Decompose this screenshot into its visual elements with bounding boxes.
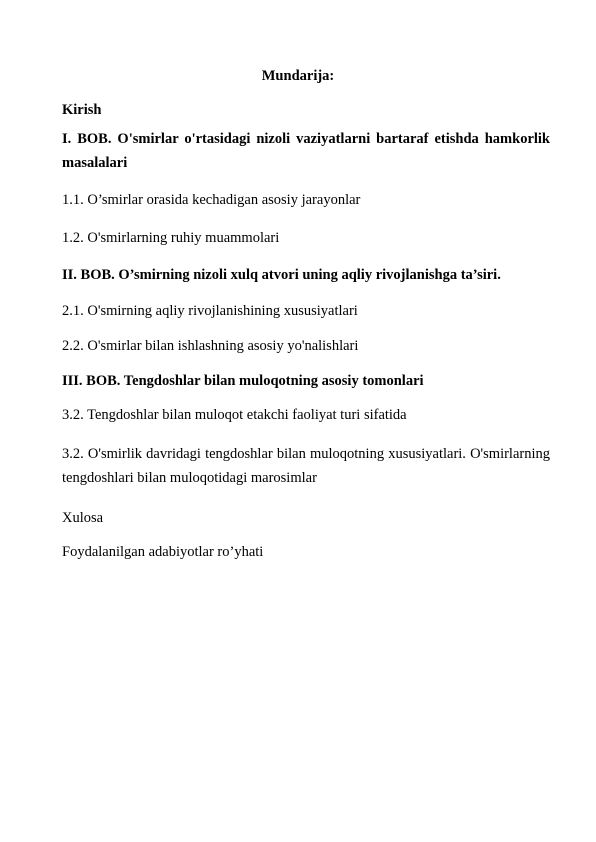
toc-entry-section-2-1: 2.1. O'smirning aqliy rivojlanishining xususiyatlari xyxy=(62,303,358,319)
toc-entry-section-3-2: 3.2. O'smirlik davridagi tengdoshlar bilan muloqotning xususiyatlari. O'smirlarning tengdoshlari bilan muloqotidagi marosimlar xyxy=(62,446,550,486)
toc-entry-section-1-1: 1.1. O’smirlar orasida kechadigan asosiy jarayonlar xyxy=(62,192,361,208)
toc-entry-introduction: Kirish xyxy=(62,102,102,118)
toc-entry-chapter-2: II. BOB. O’smirning nizoli xulq atvori uning aqliy rivojlanishga ta’siri. xyxy=(62,267,501,283)
toc-entry-chapter-1: I. BOB. O'smirlar o'rtasidagi nizoli vaziyatlarni bartaraf etishda hamkorlik masalalari xyxy=(62,131,550,171)
toc-title: Mundarija: xyxy=(261,68,335,84)
toc-entry-section-3-1: 3.2. Tengdoshlar bilan muloqot etakchi faoliyat turi sifatida xyxy=(62,407,407,423)
toc-entry-section-2-2: 2.2. O'smirlar bilan ishlashning asosiy yo'nalishlari xyxy=(62,338,359,354)
toc-entry-references: Foydalanilgan adabiyotlar ro’yhati xyxy=(62,544,264,560)
toc-entry-chapter-3: III. BOB. Tengdoshlar bilan muloqotning asosiy tomonlari xyxy=(62,373,424,389)
toc-entry-section-1-2: 1.2. O'smirlarning ruhiy muammolari xyxy=(62,230,280,246)
toc-entry-conclusion: Xulosa xyxy=(62,510,104,526)
